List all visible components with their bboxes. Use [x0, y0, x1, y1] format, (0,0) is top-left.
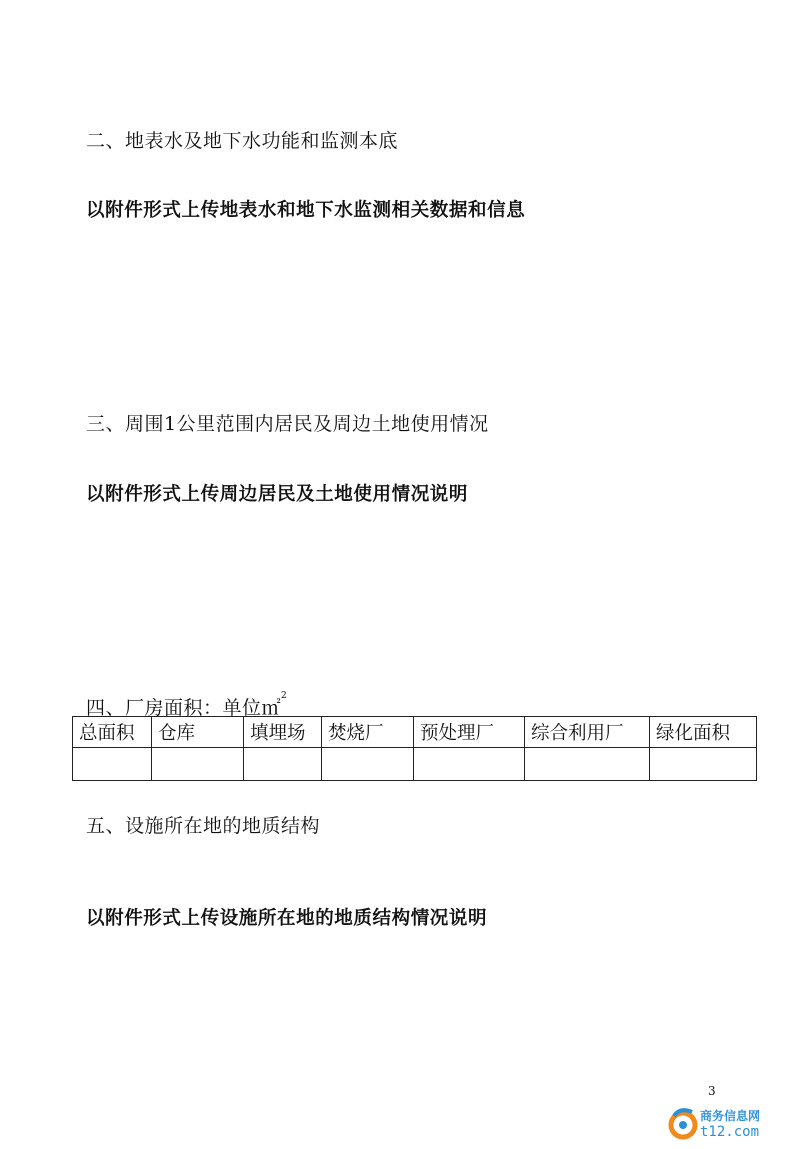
- section-5-note: 以附件形式上传设施所在地的地质结构情况说明: [86, 908, 488, 929]
- table-header-cell: 填埋场: [244, 717, 322, 748]
- watermark-line1: 商务信息网: [700, 1109, 761, 1123]
- table-cell[interactable]: [650, 748, 757, 781]
- table-header-cell: 仓库: [152, 717, 244, 748]
- table-header-cell: 预处理厂: [414, 717, 525, 748]
- swirl-logo-icon: [668, 1106, 698, 1142]
- table-header-cell: 综合利用厂: [525, 717, 650, 748]
- section-4-heading-sup: 2: [281, 691, 288, 701]
- table-row: [73, 748, 757, 781]
- table-cell[interactable]: [73, 748, 152, 781]
- table-header-cell: 焚烧厂: [322, 717, 414, 748]
- section-2-heading: 二、地表水及地下水功能和监测本底: [86, 130, 399, 152]
- table-header-cell: 绿化面积: [650, 717, 757, 748]
- page-number: 3: [708, 1084, 716, 1098]
- table-cell[interactable]: [322, 748, 414, 781]
- table-cell[interactable]: [244, 748, 322, 781]
- section-3-note: 以附件形式上传周边居民及土地使用情况说明: [86, 484, 469, 505]
- section-2-note: 以附件形式上传地表水和地下水监测相关数据和信息: [86, 200, 526, 221]
- table-header-cell: 总面积: [73, 717, 152, 748]
- watermark: [668, 1104, 792, 1144]
- watermark-line2: t12.com: [700, 1124, 760, 1140]
- table-cell[interactable]: [414, 748, 525, 781]
- plant-area-table: [72, 716, 757, 781]
- section-3-heading: 三、周围1公里范围内居民及周边土地使用情况: [86, 413, 489, 435]
- section-4-heading-text: 四、厂房面积：单位㎡: [86, 697, 282, 719]
- section-5-heading: 五、设施所在地的地质结构: [86, 815, 321, 837]
- table-cell[interactable]: [152, 748, 244, 781]
- table-header-row: [73, 717, 757, 748]
- table-cell[interactable]: [525, 748, 650, 781]
